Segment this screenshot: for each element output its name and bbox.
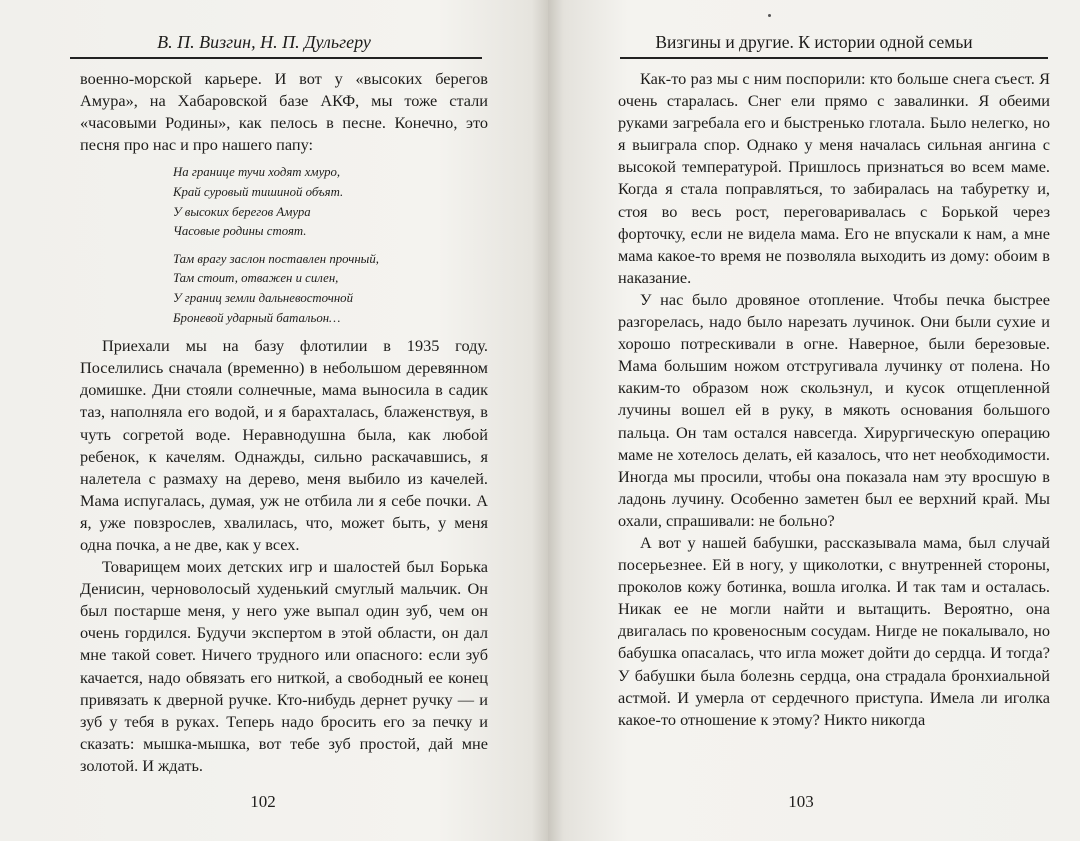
verse-line: У высоких берегов Амура bbox=[173, 204, 311, 219]
paragraph: военно-морской карьере. И вот у «высоких берегов Амура», на Хабаровской базе АКФ, мы тоже стали «часовыми Родины», как пелось в песне. Конечно, это песня про нас и про нашего папу: bbox=[80, 69, 488, 155]
right-page-text bbox=[618, 68, 1050, 731]
paragraph: Как-то раз мы с ним поспорили: кто больше снега съест. Я очень старалась. Снег ели прямо с завалинки. Я обеими руками загребала его и быстренько глотала. Было нелегко, но я выиграла спор. Однако у меня началась сильная ангина с высокой температурой. Пришлось признаться во всем маме. Когда я стала поправляться, то забиралась на табуретку и, стоя во весь рост, переговаривалась с Борькой через форточку, если не видела мама. Его не впускали к нам, а мне мама какое-то время не позволяла выходить из дому: обоим в наказание. bbox=[618, 69, 1050, 287]
paper-speck bbox=[768, 14, 771, 17]
paragraph: А вот у нашей бабушки, рассказывала мама, был случай посерьезнее. Ей в ногу, у щиколотки, с внутренней стороны, проколов кожу ботинка, вошла иголка. И так там и осталась. Никак ее не могли найти и вытащить. Вероятно, она двигалась по кровеносным сосудам. Нигде не покалывало, но бабушка опасалась, что игла может дойти до сердца. И тогда? У бабушки была болезнь сердца, она страдала бронхиальной астмой. И умерла от сердечного приступа. Имела ли иголка какое-то отношение к этому? Никто никогда bbox=[618, 532, 1050, 729]
right-page bbox=[548, 0, 1080, 841]
song-verse bbox=[173, 163, 488, 328]
header-rule bbox=[620, 57, 1048, 59]
verse-line: Край суровый тишиной объят. bbox=[173, 184, 344, 199]
verse-line: Часовые родины стоят. bbox=[173, 224, 307, 239]
header-rule bbox=[70, 57, 482, 59]
verse-line: На границе тучи ходят хмуро, bbox=[173, 165, 341, 180]
page-number: 102 bbox=[250, 792, 276, 811]
paragraph: Приехали мы на базу флотилии в 1935 году. Поселились сначала (временно) в небольшом деревянном домишке. Дни стояли солнечные, мама выносила в садик таз, наполняла его водой, и я барахталась, блаженствуя, в чуть согретой воде. Неравнодушна была, как любой ребенок, к качелям. Однажды, сильно раскачавшись, я налетела с размаху на дерево, меня выбило из качелей. Мама испугалась, думая, уж не отбила ли я себе почки. А я, уже повзрослев, хвалилась, что, может быть, у меня одна почка, а не две, как у всех. bbox=[80, 336, 488, 554]
left-page-text bbox=[80, 68, 488, 777]
running-head-title: Визгины и другие. К истории одной семьи bbox=[655, 32, 973, 52]
running-head-authors: В. П. Визгин, Н. П. Дульгеру bbox=[157, 32, 371, 52]
verse-stanza bbox=[173, 163, 488, 241]
paragraph: Товарищем моих детских игр и шалостей был Борька Денисин, черноволосый худенький смуглый мальчик. Он был постарше меня, у него уже выпал один зуб, чем он очень гордился. Будучи экспертом в этой области, он дал мне такой совет. Ничего трудного или опасного: если зуб качается, надо обвязать его ниткой, а свободный ее конец привязать к дверной ручке. Кто-нибудь дернет ручку — и зуб у тебя в руках. Теперь надо бросить его за печку и сказать: мышка-мышка, вот тебе зуб простой, дай мне золотой. И ждать. bbox=[80, 557, 488, 775]
verse-line: У границ земли дальневосточной bbox=[173, 290, 353, 305]
verse-stanza bbox=[173, 250, 488, 328]
page-number: 103 bbox=[788, 792, 814, 811]
verse-line: Броневой ударный батальон… bbox=[173, 310, 341, 325]
paragraph: У нас было дровяное отопление. Чтобы печка быстрее разгорелась, надо было нарезать лучинок. Они были сухие и хорошо потрескивали в огне. Наверное, были березовые. Мама большим ножом отстругивала лучинку от полена. Но каким-то образом нож скользнул, и кусок отщепленной лучины вошел ей в руку, в мякоть основания большого пальца. Он там остался навсегда. Хирургическую операцию маме не хотелось делать, ей казалось, что нет необходимости. Иногда мы просили, чтобы она показала нам эту вросшую в ладонь лучину. Особенно заметен был ее верхний край. Мы охали, спрашивали: не больно? bbox=[618, 289, 1050, 530]
verse-line: Там врагу заслон поставлен прочный, bbox=[173, 251, 379, 266]
verse-line: Там стоит, отважен и силен, bbox=[173, 271, 339, 286]
